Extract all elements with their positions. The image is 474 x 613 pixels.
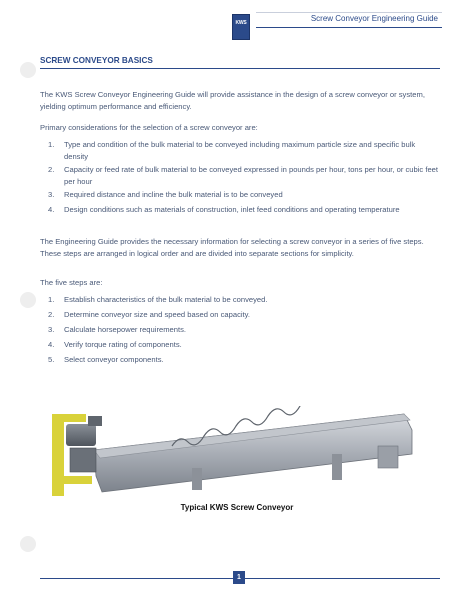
logo-text: KWS [235,20,247,26]
list-text: Calculate horsepower requirements. [64,325,186,334]
considerations-intro: Primary considerations for the selection of a screw conveyor are: [40,123,258,132]
kws-logo [232,14,250,40]
section-rule [40,68,440,69]
list-text: Type and condition of the bulk material to be conveyed including maximum particle size and specific bulk density [64,140,416,161]
list-number: 2. [48,165,55,174]
list-text: Required distance and incline the bulk material is to be conveyed [64,190,283,199]
section-heading: SCREW CONVEYOR BASICS [40,56,153,65]
list-number: 4. [48,205,55,214]
list-text: Establish characteristics of the bulk material to be conveyed. [64,295,268,304]
figure-caption: Typical KWS Screw Conveyor [180,503,294,512]
punch-hole-middle [20,292,36,308]
punch-hole-bottom [20,536,36,552]
header-rule [256,27,442,28]
screw-conveyor-illustration [52,406,416,498]
steps-intro: The five steps are: [40,278,103,287]
list-number: 4. [48,340,55,349]
list-text: Capacity or feed rate of bulk material to be conveyed expressed in pounds per hour, tons per hour, or cubic feet per hour [64,165,439,186]
punch-hole-top [20,62,36,78]
page-number: 1 [233,571,245,584]
header-title: Screw Conveyor Engineering Guide [310,14,438,23]
list-number: 3. [48,190,55,199]
list-text: Design conditions such as materials of construction, inlet feed conditions and operating temperature [64,205,400,214]
list-text: Select conveyor components. [64,355,164,364]
list-number: 1. [48,295,55,304]
header-top-rule [256,12,442,13]
intro-paragraph: The KWS Screw Conveyor Engineering Guide will provide assistance in the design of a screw conveyor or system, yielding optimum performance and efficiency. [40,90,425,111]
guide-paragraph: The Engineering Guide provides the necessary information for selecting a screw conveyor in a series of five steps. These steps are arranged in logical order and are divided into separate sections for simplicity. [40,237,424,258]
list-number: 2. [48,310,55,319]
list-text: Verify torque rating of components. [64,340,182,349]
list-number: 5. [48,355,55,364]
list-text: Determine conveyor size and speed based on capacity. [64,310,251,319]
list-number: 1. [48,140,55,149]
list-number: 3. [48,325,55,334]
